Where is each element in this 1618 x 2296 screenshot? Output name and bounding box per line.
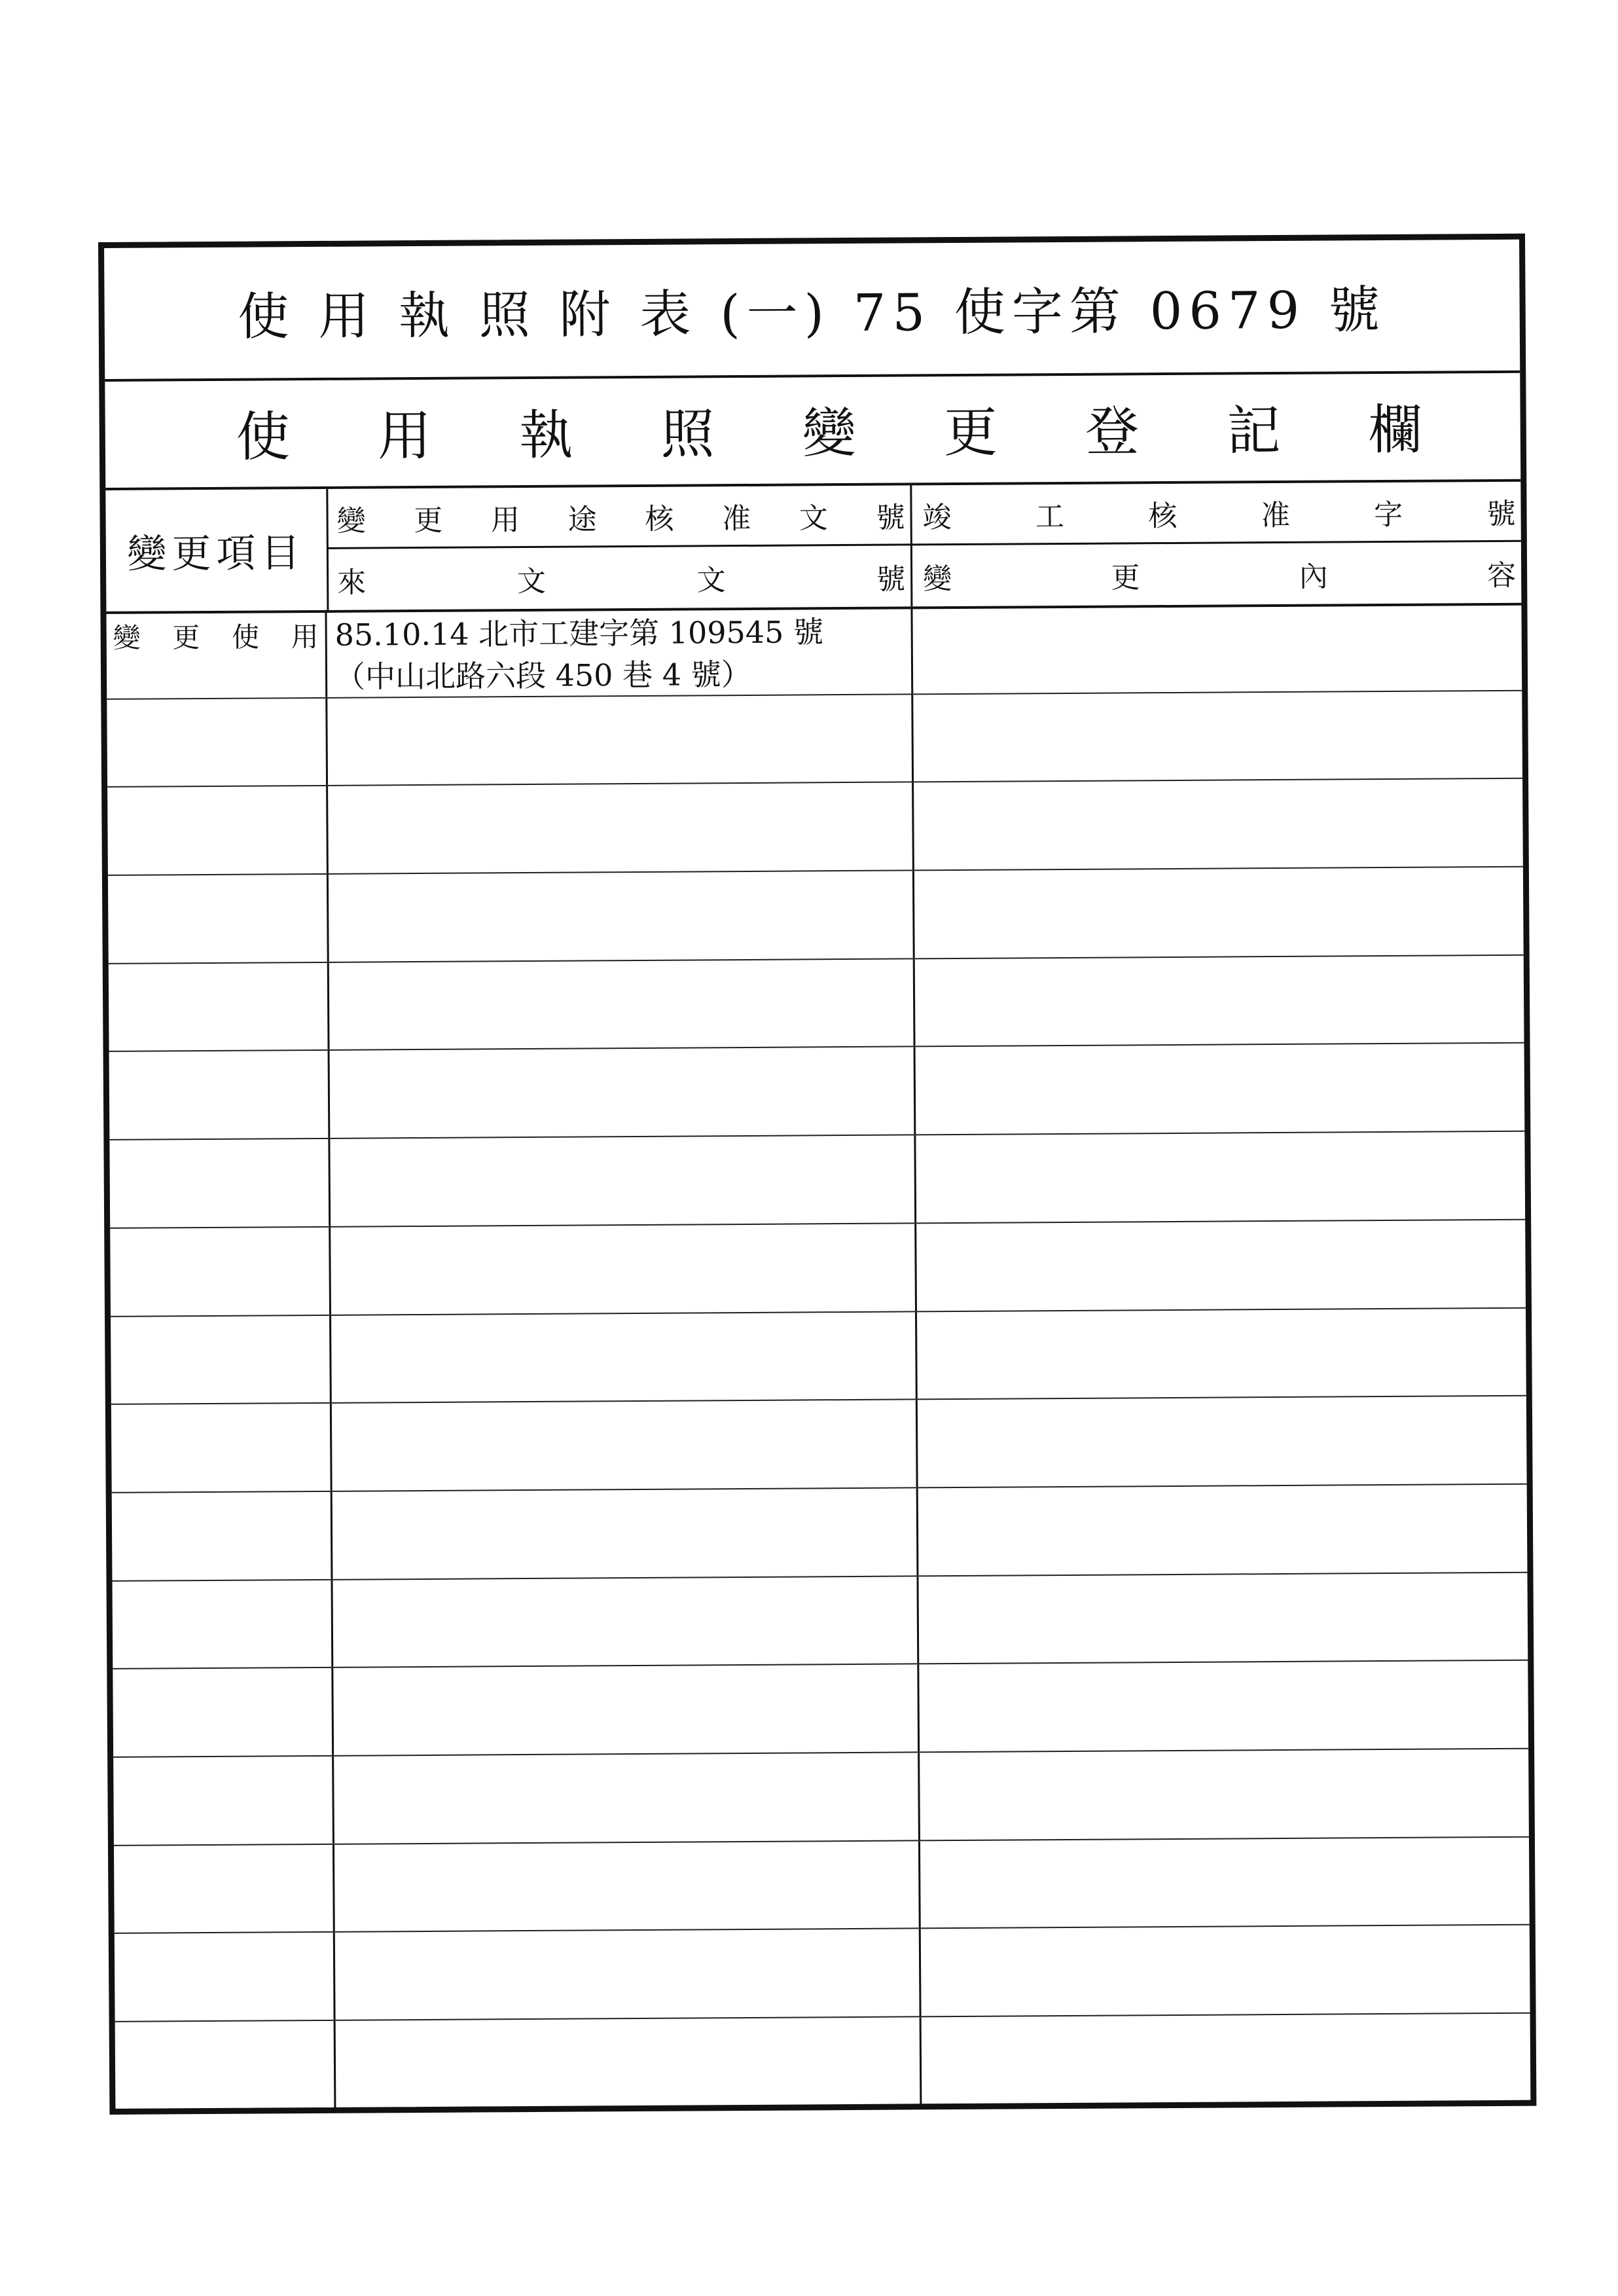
change-item-cell: [109, 1051, 331, 1139]
document-number-text: 85.10.14 北市工建字第 109545 號: [334, 614, 824, 653]
change-item-cell: [113, 1668, 334, 1757]
document-number-cell: [328, 783, 914, 873]
document-number-cell: [329, 959, 916, 1049]
form-title: 使 用 執 照 附 表 (一) 75 使字第 0679 號: [104, 240, 1520, 382]
change-content-cell: [920, 1749, 1529, 1840]
change-item-char: 用: [291, 620, 319, 653]
section-title-char: 用: [377, 405, 432, 467]
change-item-cell: [110, 1228, 331, 1316]
header-label-char: 文: [799, 501, 828, 535]
header-label-char: 竣: [922, 500, 952, 534]
section-title-char: 欄: [1368, 399, 1422, 462]
document-number-cell: [334, 1841, 921, 1931]
table-row: [113, 1661, 1528, 1758]
change-content-cell: [916, 1220, 1526, 1311]
change-item-cell: [109, 1139, 331, 1228]
document-number-cell: [327, 606, 913, 697]
section-title-char: 使: [236, 405, 291, 469]
header-label-char: 更: [414, 503, 443, 538]
document-number-cell: [330, 1136, 916, 1226]
table-header: [105, 482, 1521, 614]
header-label-char: 文: [516, 564, 546, 598]
header-label-char: 容: [1486, 558, 1517, 592]
document-number-cell: [333, 1576, 919, 1667]
header-label-char: 變: [923, 562, 952, 596]
change-content-cell: [916, 1044, 1525, 1134]
document-number-cell: [333, 1665, 920, 1755]
table-row: [113, 1749, 1529, 1846]
document-number-cell: [332, 1400, 918, 1491]
change-content-cell: [914, 779, 1523, 869]
document-number-cell: [329, 871, 915, 961]
header-label-char: 來: [337, 566, 367, 600]
header-label-char: 核: [1148, 499, 1178, 533]
change-content-cell: [913, 691, 1522, 781]
change-item-cell: [107, 786, 329, 875]
change-item-cell: [108, 875, 329, 963]
table-body: [106, 603, 1530, 2109]
header-label-char: 文: [696, 563, 726, 597]
header-approval-doc-no: [326, 485, 912, 549]
table-row: [109, 1044, 1525, 1140]
change-content-cell: [922, 2014, 1531, 2105]
change-item-cell: [111, 1315, 332, 1404]
document-number-cell: [336, 2017, 922, 2109]
change-item-cell: [106, 610, 327, 699]
header-change-content: [912, 542, 1522, 607]
table-row: [115, 2014, 1531, 2111]
table-row: [111, 1396, 1527, 1493]
table-row: [109, 1132, 1525, 1229]
table-row: [109, 955, 1524, 1052]
header-label-char: 號: [1486, 497, 1516, 531]
document-number-cell: [331, 1224, 917, 1314]
change-content-cell: [914, 867, 1524, 958]
change-content-cell: [916, 1132, 1525, 1222]
table-row: [115, 1925, 1530, 2022]
header-label-char: 號: [876, 562, 906, 596]
change-item-char: 變: [113, 621, 141, 654]
document-number-cell: [334, 1753, 920, 1843]
section-title: [105, 371, 1520, 490]
table-row: [110, 1220, 1526, 1317]
change-item-cell: [107, 699, 328, 787]
header-label-char: 途: [567, 502, 597, 537]
change-content-cell: [920, 1837, 1530, 1927]
document-number-cell: [331, 1312, 918, 1402]
address-text: （中山北路六段 450 巷 4 號）: [334, 656, 751, 695]
change-item-cell: [113, 1757, 334, 1845]
change-content-cell: [918, 1573, 1528, 1663]
table-row: [112, 1573, 1528, 1669]
change-content-cell: [918, 1485, 1528, 1575]
change-content-cell: [917, 1308, 1526, 1398]
section-title-char: 更: [943, 401, 998, 464]
change-content-cell: [915, 955, 1524, 1046]
header-change-item: 變更項目: [105, 489, 329, 611]
header-label-char: 內: [1299, 560, 1328, 594]
header-label-char: 准: [1261, 498, 1290, 532]
change-item-cell: [114, 1844, 335, 1933]
change-content-cell: [912, 603, 1522, 693]
table-row: [114, 1837, 1530, 1934]
change-item-char: 更: [172, 621, 200, 654]
header-label-char: 准: [721, 501, 751, 536]
section-title-char: 記: [1227, 399, 1281, 462]
change-item-cell: [109, 963, 330, 1051]
section-title-char: 登: [1085, 400, 1140, 464]
header-label-char: 工: [1035, 500, 1065, 534]
header-incoming-doc-no: [327, 545, 913, 610]
section-title-char: 執: [518, 404, 573, 467]
table-row: [106, 603, 1522, 700]
change-content-cell: [918, 1396, 1527, 1487]
document-number-cell: [327, 695, 914, 785]
table-row: [112, 1485, 1528, 1582]
header-label-char: 用: [490, 503, 520, 537]
header-label-char: 核: [645, 502, 674, 536]
table-row: [107, 779, 1523, 876]
change-item-cell: [115, 2021, 336, 2111]
change-item-cell: [112, 1580, 333, 1668]
header-completion-approval-no: [912, 482, 1521, 546]
change-item-cell: [112, 1492, 333, 1580]
change-item-cell: [115, 1933, 336, 2021]
table-row: [111, 1308, 1526, 1405]
header-label-char: 號: [876, 500, 905, 535]
header-label-char: 字: [1373, 498, 1403, 532]
change-content-cell: [919, 1661, 1528, 1751]
table-row: [107, 691, 1522, 788]
document-number-cell: [333, 1488, 919, 1578]
table-row: [108, 867, 1524, 964]
header-label-char: 更: [1111, 560, 1140, 595]
header-label-char: 變: [336, 504, 366, 538]
change-content-cell: [921, 1925, 1530, 2016]
document-number-cell: [330, 1048, 916, 1138]
usage-permit-appendix-form: [98, 234, 1536, 2115]
section-title-char: 照: [660, 403, 715, 466]
change-item-char: 使: [231, 621, 260, 653]
document-number-cell: [335, 1929, 922, 2020]
change-item-cell: [111, 1404, 333, 1492]
section-title-char: 變: [802, 402, 857, 465]
